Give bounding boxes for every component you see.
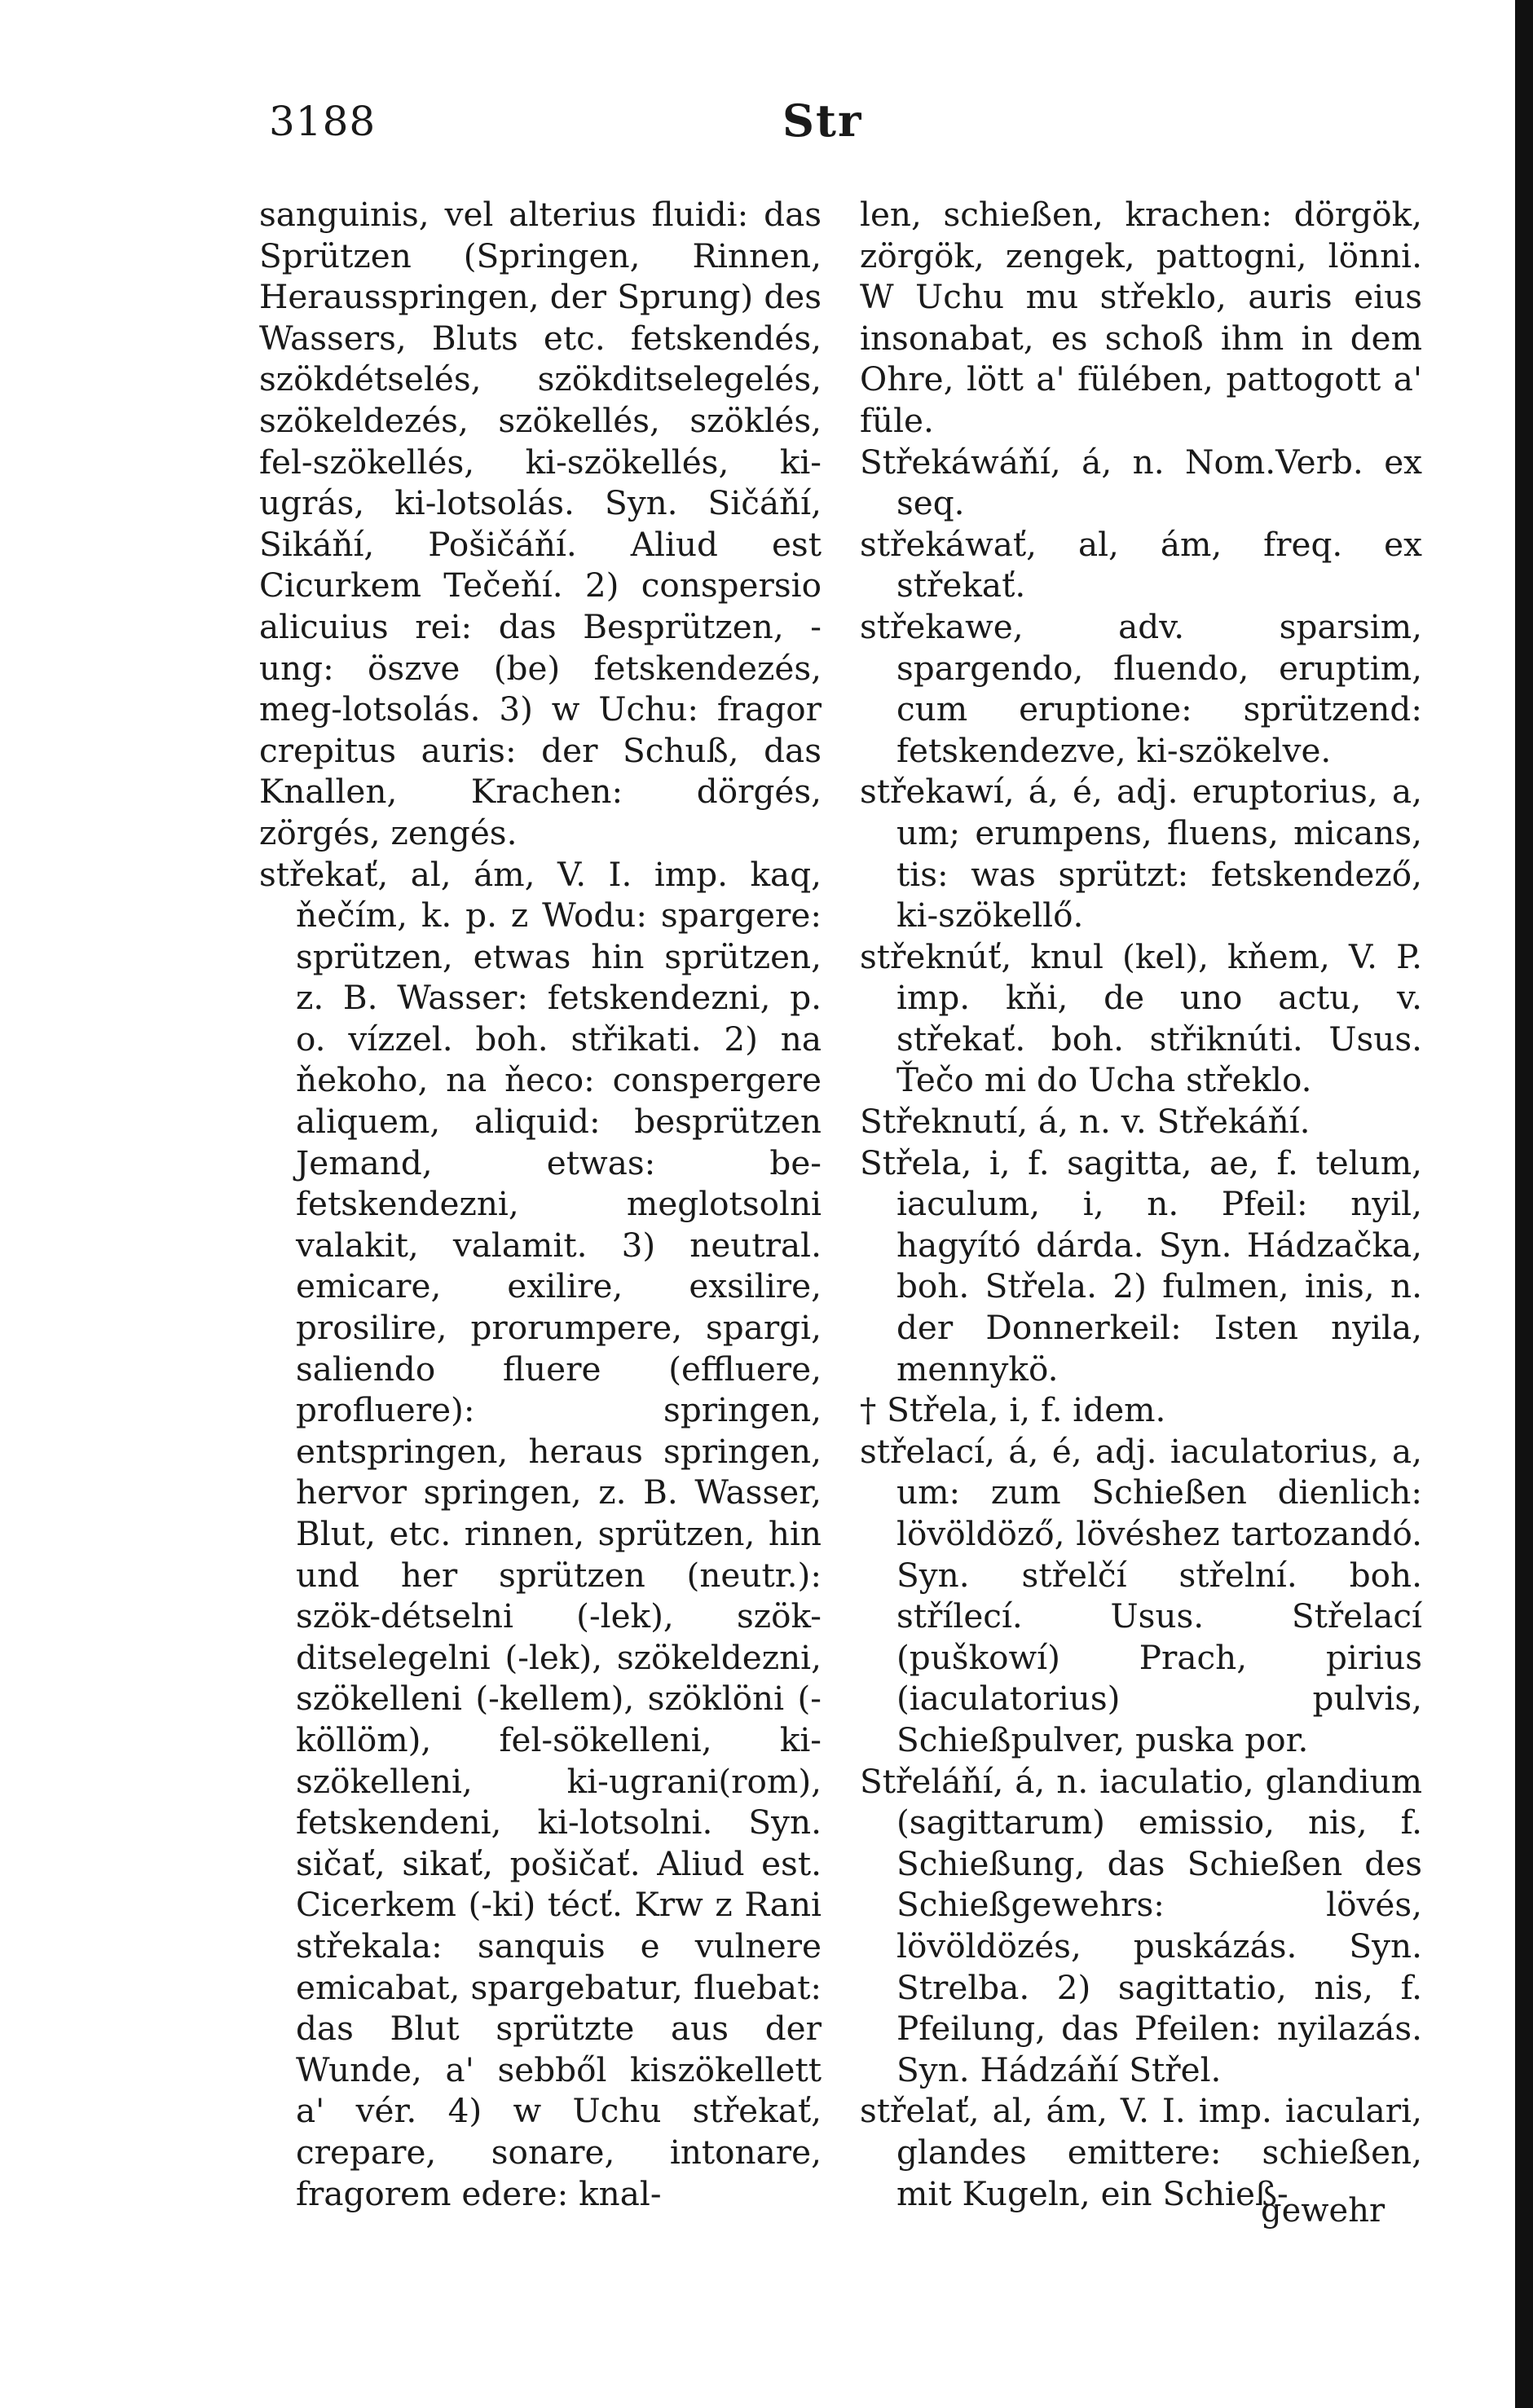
dictionary-entry: sanguinis, vel alterius fluidi: das Sprützen (Springen, Rinnen, Herausspringen, der Sprung) des Wassers, Bluts etc. fetskendés, szökdétselés, szökditselegelés, szökeldezés, szökellés, szöklés, fel-szökellés, ki-szökellés, ki-ugrás, ki-lotsolás. Syn. Sičáňí, Sikáňí, Pošičáňí. Aliud est Cicurkem Tečeňí. 2) conspersio alicuius rei: das Besprützen, -ung: öszve (be) fetskendezés, meg-lotsolás. 3) w Uchu: fragor crepitus auris: der Schuß, das Knallen, Krachen: dörgés, zörgés, zengés. [259,195,822,852]
page-header [0,88,1533,153]
dictionary-entry: len, schießen, krachen: dörgök, zörgök, zengek, pattogni, lönni. W Uchu mu střeklo, auris eius insonabat, es schoß ihm in dem Ohre, lött a' fülében, pattogott a' füle. [860,195,1422,440]
dictionary-entry: střelať, al, ám, V. I. imp. iaculari, glandes emittere: schießen, mit Kugeln, ein Schieß- [860,2091,1422,2213]
dictionary-entry: Střeknutí, á, n. v. Střekáňí. [860,1102,1311,1142]
dictionary-entry: Střekáwáňí, á, n. Nom.Verb. ex seq. [860,442,1422,523]
dictionary-entry: střekawe, adv. sparsim, spargendo, fluendo, eruptim, cum eruptione: sprützend: fetskendezve, ki-szökelve. [860,606,1422,770]
dictionary-entry: Střeláňí, á, n. iaculatio, glandium (sagittarum) emissio, nis, f. Schießung, das Schießen des Schießgewehrs: lövés, lövöldözés, puskázás. Syn. Strelba. 2) sagittatio, nis, f. Pfeilung, das Pfeilen: nyilazás. Syn. Hádzáňí Střel. [860,1761,1422,2089]
dictionary-entry: střelací, á, é, adj. iaculatorius, a, um: zum Schießen dienlich: lövöldöző, lövéshez tartozandó. Syn. střelčí střelní. boh. střílecí. Usus. Střelací (puškowí) Prach, pirius (iaculatorius) pulvis, Schießpulver, puska por. [860,1431,1422,1759]
running-head: Str [782,95,863,147]
dictionary-entry: Střela, i, f. sagitta, ae, f. telum, iaculum, i, n. Pfeil: nyil, hagyító dárda. Syn. Hádzačka, boh. Střela. 2) fulmen, inis, n. der Donnerkeil: Isten nyila, mennykö. [860,1142,1422,1389]
left-column [259,194,822,2214]
right-column [860,194,1422,2214]
page-number: 3188 [269,98,377,145]
dictionary-entry: † Střela, i, f. idem. [860,1390,1166,1430]
catchword: gewehr [1261,2192,1385,2230]
dictionary-entry: střekawí, á, é, adj. eruptorius, a, um; erumpens, fluens, micans, tis: was sprützt: fetskendező, ki-szökellő. [860,772,1422,935]
page-edge [1515,0,1533,2408]
dictionary-entry: střekáwať, al, ám, freq. ex střekať. [860,524,1422,605]
dictionary-entry: střekať, al, ám, V. I. imp. kaq, ňečím, k. p. z Wodu: spargere: sprützen, etwas hin sprützen, z. B. Wasser: fetskendezni, p. o. vízzel. boh. střikati. 2) na ňekoho, na ňeco: conspergere aliquem, aliquid: besprützen Jemand, etwas: be-fetskendezni, meglotsolni valakit, valamit. 3) neutral. emicare, exilire, exsilire, prosilire, prorumpere, spargi, saliendo fluere (effluere, profluere): springen, entspringen, heraus springen, hervor springen, z. B. Wasser, Blut, etc. rinnen, sprützen, hin und her sprützen (neutr.): szök-détselni (-lek), szök-ditselegelni (-lek), szökeldezni, szökelleni (-kellem), szöklöni (-köllöm), fel-sökelleni, ki-szökelleni, ki-ugrani(rom), fetskendeni, ki-lotsolni. Syn. sičať, sikať, pošičať. Aliud est. Cicerkem (-ki) técť. Krw z Rani střekala: sanquis e vulnere emicabat, spargebatur, fluebat: das Blut sprützte aus der Wunde, a' sebből kiszökellett a' vér. 4) w Uchu střekať, crepare, sonare, intonare, fragorem edere: knal- [259,854,822,2213]
dictionary-entry: střeknúť, knul (kel), kňem, V. P. imp. kňi, de uno actu, v. střekať. boh. střiknúti. Usus. Ťečo mi do Ucha střeklo. [860,936,1422,1100]
